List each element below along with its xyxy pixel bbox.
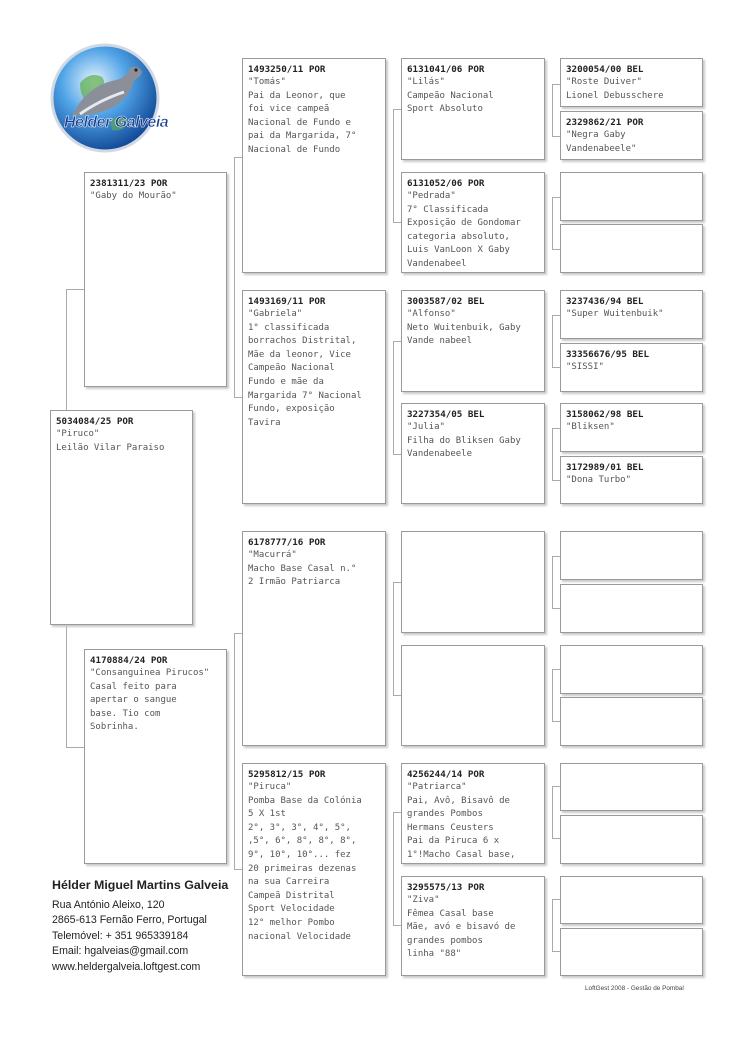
website-line: www.heldergalveia.loftgest.com — [52, 960, 201, 973]
address-line: Rua António Aleixo, 120 — [52, 899, 165, 911]
dam-dam-card — [242, 763, 386, 976]
bird-notes: "Consanguinea Pirucos" Casal feito para apertar o sangue base. Tio com Sobrinha. — [90, 668, 210, 733]
ds-s-card — [401, 531, 545, 633]
sire-card — [84, 172, 227, 387]
sire-sire-card — [242, 58, 386, 273]
owner-name: Hélder Miguel Martins Galveia — [52, 878, 229, 892]
g5-card-10 — [560, 584, 703, 633]
bird-notes: "Piruco" Leilão Vilar Paraiso — [56, 429, 165, 453]
subject-card — [50, 410, 193, 625]
ring-number: 1493250/11 POR — [248, 64, 326, 75]
bird-notes: "Macurrá" Macho Base Casal n.° 2 Irmão Patriarca — [248, 550, 357, 588]
bird-notes: "Dona Turbo" — [566, 475, 632, 485]
bird-notes: "Super Wuitenbuik" — [566, 309, 664, 319]
g5-card-4 — [560, 224, 703, 273]
ss-s-card — [401, 58, 545, 160]
ring-number: 6131041/06 POR — [407, 64, 485, 75]
sire-dam-card — [242, 290, 386, 504]
footer-credit: LoftGest 2008 - Gestão de Pombal — [585, 985, 684, 992]
ring-number: 3237436/94 BEL — [566, 296, 644, 307]
ds-d-card — [401, 645, 545, 746]
logo — [50, 28, 169, 168]
g5-card-14 — [560, 815, 703, 864]
sd-d-card — [401, 403, 545, 504]
ring-number: 3172989/01 BEL — [566, 462, 644, 473]
sd-s-card — [401, 290, 545, 392]
ring-number: 6131052/06 POR — [407, 178, 485, 189]
ss-d-card — [401, 172, 545, 273]
ring-number: 5034084/25 POR — [56, 416, 134, 427]
g5-card-3 — [560, 172, 703, 221]
g5-card-7 — [560, 403, 703, 452]
email-line: Email: hgalveias@gmail.com — [52, 945, 189, 958]
bird-notes: "Julia" Filha do Bliksen Gaby Vandenabeele — [407, 422, 521, 460]
ring-number: 1493169/11 POR — [248, 296, 326, 307]
phone-line: Telemóvel: + 351 965339184 — [52, 929, 189, 942]
bird-notes: "Piruca" Pomba Base da Colónia 5 X 1st 2°, 3°, 3°, 4°, 5°, ,5°, 6°, 8°, 8°, 8°, 9°, 10°, 10°... fez 20 primeiras dezenas na sua Carreira Campeã Distrital Sport Velocidade 12° melhor Pombo nacional Velocidade — [248, 782, 362, 942]
bird-notes: "Lilás" Campeão Nacional Sport Absoluto — [407, 77, 494, 115]
g5-card-5 — [560, 290, 703, 339]
ring-number: 5295812/15 POR — [248, 769, 326, 780]
bird-notes: "Negra Gaby Vandenabeele" — [566, 130, 637, 154]
logo-text: Helder Galveia — [64, 114, 169, 131]
ring-number: 3200054/00 BEL — [566, 64, 644, 75]
bird-notes: "Ziva" Fêmea Casal base Mãe, avó e bisavó de grandes pombos linha "88" — [407, 895, 516, 960]
bird-notes: "Tomás" Pai da Leonor, que foi vice campeã Nacional de Fundo e pai da Margarida, 7° Nacional de Fundo — [248, 77, 357, 155]
ring-number: 3227354/05 BEL — [407, 409, 485, 420]
g5-card-2 — [560, 111, 703, 160]
bird-notes: "Gabriela" 1° classificada borrachos Distrital, Mãe da leonor, Vice Campeão Nacional Fundo e mãe da Margarida 7° Nacional Fundo, exposição Tavira — [248, 309, 362, 428]
ring-number: 2381311/23 POR — [90, 178, 168, 189]
owner-contact — [52, 878, 242, 975]
g5-card-9 — [560, 531, 703, 580]
ring-number: 33356676/95 BEL — [566, 349, 649, 360]
bird-notes: "SISSI" — [566, 362, 604, 372]
g5-card-13 — [560, 763, 703, 811]
bird-notes: "Patriarca" Pai, Avô, Bisavô de grandes Pombos Hermans Ceusters Pai da Piruca 6 x 1°!Macho Casal base, — [407, 782, 516, 860]
ring-number: 4170884/24 POR — [90, 655, 168, 666]
ring-number: 6178777/16 POR — [248, 537, 326, 548]
bird-notes: "Alfonso" Neto Wuitenbuik, Gaby Vande nabeel — [407, 309, 521, 347]
dam-card — [84, 649, 227, 864]
bird-notes: "Gaby do Mourão" — [90, 191, 177, 201]
g5-card-8 — [560, 456, 703, 504]
bird-notes: "Roste Duiver" Lionel Debusschere — [566, 77, 664, 101]
bird-notes: "Bliksen" — [566, 422, 615, 432]
g5-card-12 — [560, 697, 703, 746]
dd-d-card — [401, 876, 545, 976]
postal-line: 2865-613 Fernão Ferro, Portugal — [52, 914, 207, 927]
g5-card-16 — [560, 928, 703, 976]
pigeon-globe-logo-icon — [50, 28, 160, 168]
g5-card-11 — [560, 645, 703, 694]
ring-number: 2329862/21 POR — [566, 117, 644, 128]
g5-card-15 — [560, 876, 703, 924]
g5-card-6 — [560, 343, 703, 392]
ring-number: 3158062/98 BEL — [566, 409, 644, 420]
g5-card-1 — [560, 58, 703, 107]
ring-number: 3003587/02 BEL — [407, 296, 485, 307]
dd-s-card — [401, 763, 545, 864]
ring-number: 3295575/13 POR — [407, 882, 485, 893]
bird-notes: "Pedrada" 7° Classificada Exposição de Gondomar categoria absoluto, Luis VanLoon X Gaby Vandenabeel — [407, 191, 521, 269]
ring-number: 4256244/14 POR — [407, 769, 485, 780]
dam-sire-card — [242, 531, 386, 746]
